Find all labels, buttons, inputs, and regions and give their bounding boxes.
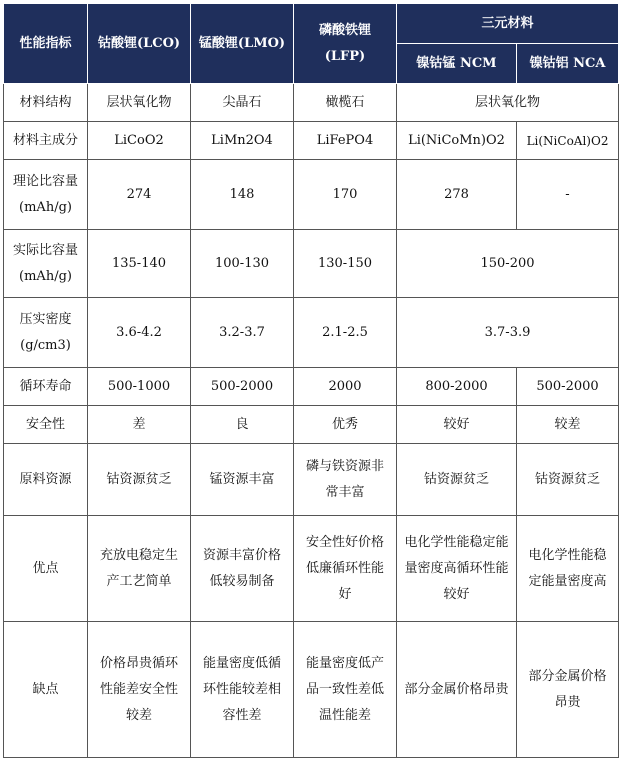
table-cell: - <box>517 160 619 230</box>
table-cell: 3.2-3.7 <box>191 298 294 368</box>
table-row <box>4 368 619 406</box>
table-cell: 278 <box>397 160 517 230</box>
header-ternary: 三元材料 <box>397 4 619 44</box>
row-label-line2: (mAh/g) <box>19 268 72 284</box>
table-cell: 钴资源贫乏 <box>88 444 191 516</box>
table-cell: LiMn2O4 <box>191 122 294 160</box>
table-cell: 磷与铁资源非常丰富 <box>294 444 397 516</box>
header-metric: 性能指标 <box>4 4 88 84</box>
table-cell: Li(NiCoAl)O2 <box>517 122 619 160</box>
row-label-line2: (mAh/g) <box>19 199 72 215</box>
row-label <box>4 298 88 368</box>
table-cell: 2.1-2.5 <box>294 298 397 368</box>
table-cell: 资源丰富价格低较易制备 <box>191 516 294 622</box>
header-nca: 镍钴铝 NCA <box>517 44 619 84</box>
table-cell: 部分金属价格昂贵 <box>397 622 517 758</box>
row-label: 缺点 <box>4 622 88 758</box>
table-cell: LiCoO2 <box>88 122 191 160</box>
table-cell: 148 <box>191 160 294 230</box>
row-label: 原料资源 <box>4 444 88 516</box>
table-cell: 钴资源贫乏 <box>517 444 619 516</box>
table-row <box>4 516 619 622</box>
row-label: 循环寿命 <box>4 368 88 406</box>
row-label <box>4 230 88 298</box>
header-lfp-line1: 磷酸铁锂 <box>318 22 371 38</box>
table-cell: LiFePO4 <box>294 122 397 160</box>
table-cell: 100-130 <box>191 230 294 298</box>
table-cell: 130-150 <box>294 230 397 298</box>
table-cell: 价格昂贵循环性能差安全性较差 <box>88 622 191 758</box>
table-cell: 差 <box>88 406 191 444</box>
table-cell: 充放电稳定生产工艺简单 <box>88 516 191 622</box>
table-cell: 部分金属价格昂贵 <box>517 622 619 758</box>
header-lco: 钴酸锂(LCO) <box>88 4 191 84</box>
table-cell: 800-2000 <box>397 368 517 406</box>
battery-materials-table <box>3 3 619 758</box>
table-cell: 锰资源丰富 <box>191 444 294 516</box>
table-cell: 安全性好价格低廉循环性能好 <box>294 516 397 622</box>
table-cell: Li(NiCoMn)O2 <box>397 122 517 160</box>
row-label-line1: 压实密度 <box>19 311 72 327</box>
row-label-line1: 理论比容量 <box>12 173 78 189</box>
table-row <box>4 406 619 444</box>
table-cell: 能量密度低产品一致性差低温性能差 <box>294 622 397 758</box>
row-label-line1: 实际比容量 <box>12 242 78 258</box>
table-cell: 层状氧化物 <box>397 84 619 122</box>
table-cell: 2000 <box>294 368 397 406</box>
table-cell: 电化学性能稳定能量密度高 <box>517 516 619 622</box>
table-row <box>4 298 619 368</box>
table-cell: 能量密度低循环性能较差相容性差 <box>191 622 294 758</box>
table-cell: 钴资源贫乏 <box>397 444 517 516</box>
table-cell: 尖晶石 <box>191 84 294 122</box>
table-cell: 170 <box>294 160 397 230</box>
header-lmo: 锰酸锂(LMO) <box>191 4 294 84</box>
table-cell: 500-1000 <box>88 368 191 406</box>
table-cell: 层状氧化物 <box>88 84 191 122</box>
table-row <box>4 160 619 230</box>
header-lfp-line2: (LFP) <box>324 48 366 64</box>
table-cell: 500-2000 <box>191 368 294 406</box>
table-row <box>4 122 619 160</box>
table-row <box>4 230 619 298</box>
table-cell: 3.6-4.2 <box>88 298 191 368</box>
table-cell: 274 <box>88 160 191 230</box>
table-cell: 橄榄石 <box>294 84 397 122</box>
row-label: 材料主成分 <box>4 122 88 160</box>
row-label: 材料结构 <box>4 84 88 122</box>
table-cell: 良 <box>191 406 294 444</box>
table-cell: 较好 <box>397 406 517 444</box>
header-lfp <box>294 4 397 84</box>
table-row <box>4 622 619 758</box>
table-row <box>4 444 619 516</box>
table-cell: 135-140 <box>88 230 191 298</box>
row-label <box>4 160 88 230</box>
row-label: 优点 <box>4 516 88 622</box>
row-label: 安全性 <box>4 406 88 444</box>
table-cell: 较差 <box>517 406 619 444</box>
header-ncm: 镍钴锰 NCM <box>397 44 517 84</box>
table-cell: 500-2000 <box>517 368 619 406</box>
table-cell: 电化学性能稳定能量密度高循环性能较好 <box>397 516 517 622</box>
row-label-line2: (g/cm3) <box>20 337 71 353</box>
table-row <box>4 84 619 122</box>
table-cell: 3.7-3.9 <box>397 298 619 368</box>
table-cell: 优秀 <box>294 406 397 444</box>
table-cell: 150-200 <box>397 230 619 298</box>
